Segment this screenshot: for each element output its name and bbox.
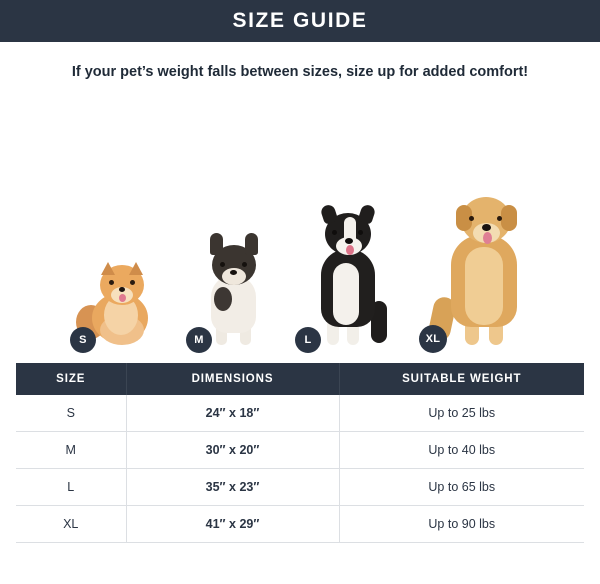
table-row bbox=[16, 432, 584, 469]
badge-xl-label: XL bbox=[425, 333, 441, 345]
table-row bbox=[16, 395, 584, 432]
column-header-dimensions: DIMENSIONS bbox=[126, 363, 339, 395]
cell-size: M bbox=[16, 432, 126, 469]
cell-dimensions: 24″ x 18″ bbox=[126, 395, 339, 432]
badge-m-label: M bbox=[194, 334, 204, 346]
cell-size: XL bbox=[16, 506, 126, 543]
cell-weight: Up to 65 lbs bbox=[339, 469, 584, 506]
dog-size-illustration bbox=[0, 102, 600, 347]
size-table bbox=[16, 363, 584, 543]
table-row bbox=[16, 469, 584, 506]
cell-weight: Up to 25 lbs bbox=[339, 395, 584, 432]
badge-l bbox=[295, 327, 321, 353]
badge-xl bbox=[419, 325, 447, 353]
table-row bbox=[16, 506, 584, 543]
cell-size: S bbox=[16, 395, 126, 432]
header-bar bbox=[0, 0, 600, 42]
cell-weight: Up to 40 lbs bbox=[339, 432, 584, 469]
subtitle-text: If your pet’s weight falls between sizes, size up for added comfort! bbox=[71, 64, 529, 80]
pomeranian-dog bbox=[78, 237, 168, 347]
badge-s bbox=[70, 327, 96, 353]
badge-l-label: L bbox=[304, 334, 312, 346]
page-title: SIZE GUIDE bbox=[232, 9, 368, 32]
border-collie-dog bbox=[305, 182, 405, 347]
subtitle-area bbox=[0, 42, 600, 102]
cell-dimensions: 41″ x 29″ bbox=[126, 506, 339, 543]
column-header-size: SIZE bbox=[16, 363, 126, 395]
table-header-row bbox=[16, 363, 584, 395]
column-header-weight: SUITABLE WEIGHT bbox=[339, 363, 584, 395]
cell-dimensions: 35″ x 23″ bbox=[126, 469, 339, 506]
cell-dimensions: 30″ x 20″ bbox=[126, 432, 339, 469]
badge-m bbox=[186, 327, 212, 353]
golden-retriever-dog bbox=[425, 162, 555, 347]
french-bulldog-dog bbox=[196, 217, 286, 347]
badge-s-label: S bbox=[79, 334, 87, 346]
cell-size: L bbox=[16, 469, 126, 506]
cell-weight: Up to 90 lbs bbox=[339, 506, 584, 543]
